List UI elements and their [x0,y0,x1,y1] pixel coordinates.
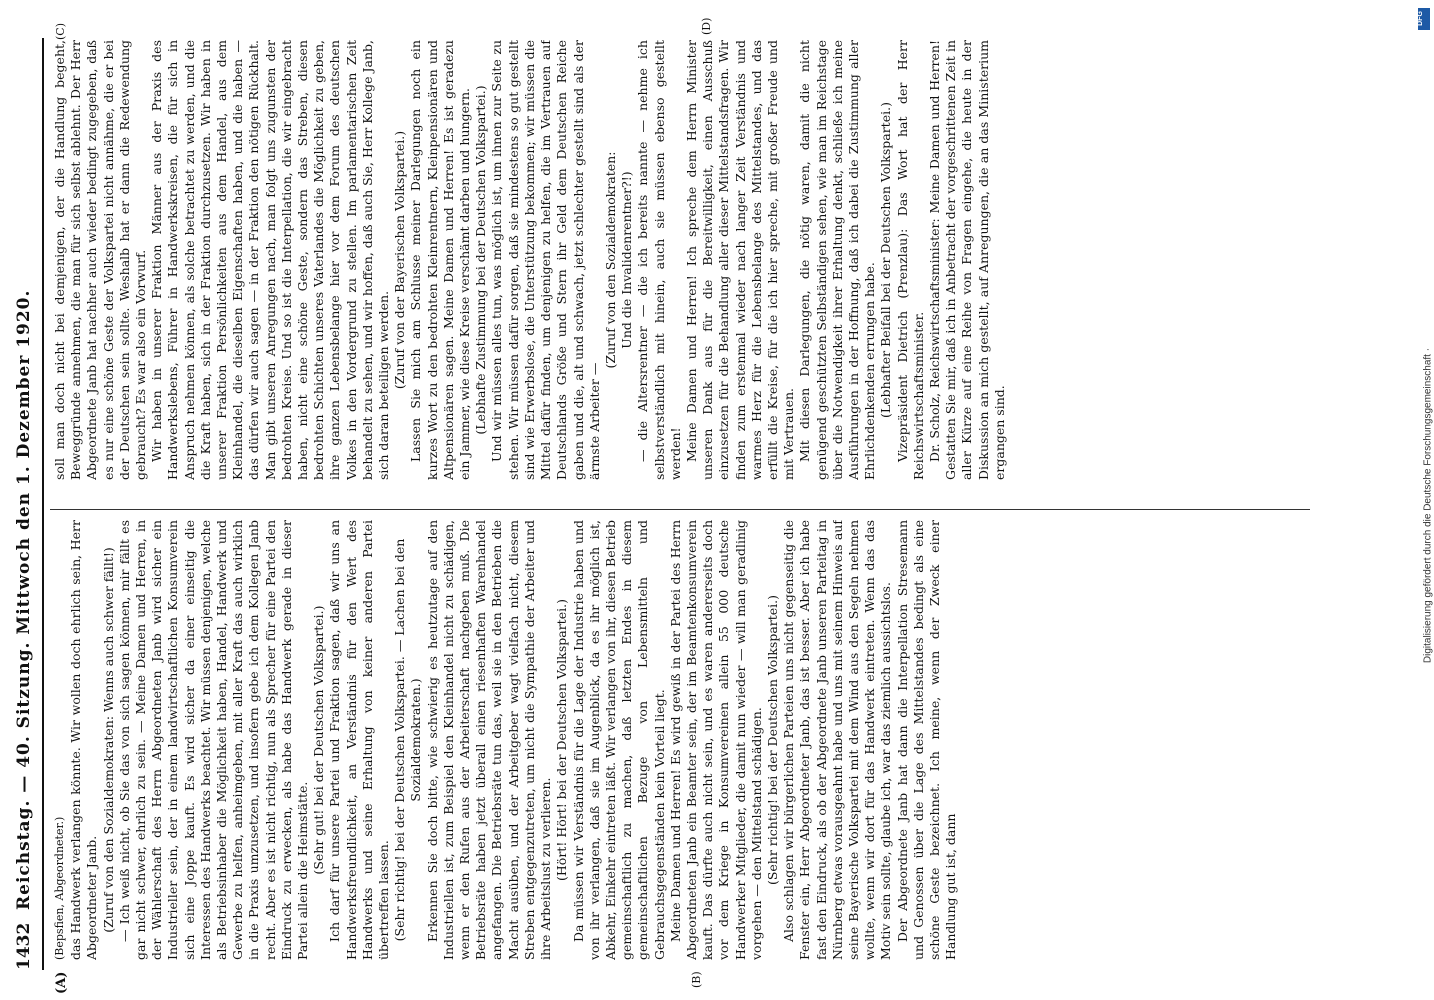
right-column [52,40,1312,480]
paragraph: Vizepräsident Dietrich (Prenzlau): Das Wort hat der Herr Reichswirtschaftsminister. [894,40,926,480]
page-number: 1432 [14,922,34,970]
paragraph: Da müssen wir Verständnis für die Lage der Industrie haben und von ihr verlangen, daß sie im Augenblick, da es ihr möglich ist, Abkehr, Einkehr eintreten läßt. Wir verlangen von ihr, diesen Betrieb gemeinschaftlich zu machen, daß letzten Endes in diesem gemeinschaftlichen Bezuge von Lebensmitteln und Gebrauchsgegenständen kein Vorteil liegt. [570,520,667,960]
paragraph: — Ich weiß nicht, ob Sie das von sich sagen können, mir fällt es gar nicht schwer, ehrlich zu sein. — Meine Damen und Herren, in der Wählerschaft des Herrn Abgeordneten Janb wird sicher ein Industrieller sein, der in einem landwirtschaftlichen Konsumverein sich eine Joppe kauft. Es wird sicher da einer einseitig die Interessen des Handwerks beachtet. Wir müssen denjenigen, welche als Betriebsinhaber die Möglichkeit haben, Handel, Handwerk und Gewerbe zu helfen, anheimgeben, mit aller Kraft das auch wirklich in die Praxis umzusetzen, und insofern gebe ich dem Kollegen Janb recht. Aber es ist nicht richtig, nun als Sprecher für eine Partei den Eindruck zu erwecken, als habe das Handwerk gerade in dieser Partei allein die Heimstätte. [116,520,311,960]
digitization-credit [1416,10,1434,990]
margin-marker-b: (B) [690,971,703,988]
paragraph: Dr. Scholz, Reichswirtschaftsminister: Meine Damen und Herren! Gestatten Sie mir, daß ich in Anbetracht der vorgeschrittenen Zeit in aller Kürze auf eine Reihe von Fragen eingehe, die heute in der Diskussion an mich gestellt, auf Anregungen, die an das Ministerium ergangen sind. [926,40,1007,480]
speaker-label: (Bepsfien, Abgeordneter.) [53,816,66,960]
margin-marker-a: (A) [54,971,69,994]
paragraph: Wir haben in unserer Fraktion Männer aus der Praxis des Handwerkslebens, Führer in Handwerkskreisen, die für sich in Anspruch nehmen können, als solche betrachtet zu werden, und die die Kraft haben, sich in der Fraktion durchzusetzen. Wir haben in unserer Fraktion Persönlichkeiten aus dem Handel, aus dem Kleinhandel, die dieselben Eigenschaften haben, und die haben — das dürfen wir auch sagen — in der Fraktion den nötigen Rückhalt. Man gibt unseren Anregungen nach, man folgt uns zugunsten der bedrohten Kreise. Und so ist die Interpellation, die wir eingebracht haben, nicht eine schöne Geste, sondern das Streben, diesen bedrohten Schichten unseres Vaterlandes die Möglichkeit zu geben, ihre ganzen Lebensbelange hier vor dem Forum des deutschen Volkes in den Vordergrund zu stellen. Im parlamentarischen Zeit behandelt zu sehen, und wir hoffen, daß auch Sie, Herr Kollege Janb, sich daran beteiligen werden. [149,40,392,480]
paragraph: Mit diesen Darlegungen, die nötig waren, damit die nicht genügend geschützten Selbständigen sehen, wie man im Reichstage über die Notwendigkeit ihrer Erhaltung denkt, schließe ich meine Ausführungen in der Hoffnung, daß ich dabei die Zustimmung aller Ehrlichdenkenden errungen habe. [797,40,878,480]
page-title: Reichstag. — 40. Sitzung. Mittwoch den 1. Dezember 1920. [14,289,34,910]
paragraph: Und wir müssen alles tun, was möglich ist, um ihnen zur Seite zu stehen. Wir müssen dafür sorgen, daß sie mindestens so gut gestellt sind wie Erwerbslose, die Unterstützung bekommen; wir müssen die Mittel dafür finden, um denjenigen zu helfen, die im Vertrauen auf Deutschlands Größe und Stern ihr Geld dem Deutschen Reiche gaben und die, alt und schwach, jetzt schlechter gestellt sind als der ärmste Arbeiter — [489,40,602,480]
page-header [10,40,40,970]
interjection: (Zuruf von den Sozialdemokraten: [602,151,618,369]
paragraph: Meine Damen und Herren! Ich spreche dem Herrn Minister unseren Dank aus für die Bereitwilligkeit, einen Ausschuß einzusetzen für die Behandlung aller dieser Mittelstandsfragen. Wir finden zum erstenmal wieder nach langer Zeit Verständnis und warmes Herz für die Lebensbelange des Mittelstandes, und das erfüllt die Kreise, für die ich hier spreche, mit großer Freude und mit Vertrauen. [683,40,797,480]
paragraph: das Handwerk verlangen könnte. Wir wollen doch ehrlich sein, Herr Abgeordneter Janb. [68,520,100,960]
interjection: Und die Invalidenrentner?!) [619,171,635,349]
column-divider [50,509,1310,510]
paragraph: Meine Damen und Herren! Es wird gewiß in der Partei des Herrn Abgeordneten Janb ein Beamter sein, der im Beamtenkonsumverein kauft. Das dürfte auch nicht sein, und es waren andererseits doch vor dem Kriege in Konsumvereinen allein 55 000 deutsche Handwerker Mitglieder, die damit nun wieder — will man geradlinig vorgehen — den Mittelstand schädigen. [667,520,764,960]
interjection: (Sehr richtig! bei der Deutschen Volkspartei.) [764,594,780,886]
paragraph: Der Abgeordnete Janb hat dann die Interpellation Stresemann und Genossen über die Lage des Mittelstandes bedingt als eine schöne Geste bezeichnet. Ich meine, wenn der Zweck einer Handlung gut ist, dann [894,520,959,960]
left-column [52,520,1312,960]
interjection: (Lebhafte Zustimmung bei der Deutschen Volkspartei.) [473,85,489,435]
interjection: (Zuruf von der Bayerischen Volkspartei.) [392,130,408,390]
interjection: (Sehr richtig! bei der Deutschen Volkspartei. — Lachen bei den Sozialdemokraten.) [392,538,424,942]
digitization-credit-text: Digitalisierung gefördert durch die Deutsche Forschungsgemeinschaft · [1422,347,1434,664]
paragraph: — die Altersrentner — die ich bereits nannte — nehme ich selbstverständlich mit hinein, auch sie müssen ebenso gestellt werden! [635,40,683,480]
interjection: (Lebhafter Beifall bei der Deutschen Volkspartei.) [878,102,894,418]
header-rule [42,38,44,970]
margin-marker-c: (C) [54,23,67,40]
paragraph: Lassen Sie mich am Schlusse meiner Darlegungen noch ein kurzes Wort zu den bedrohten Kleinrentnern, Kleinpensionären und Altpensionären sagen. Meine Damen und Herren! Es ist geradezu ein Jammer, wie diese Kreise verschämt darben und hungern. [408,40,473,480]
paragraph: soll man doch nicht bei demjenigen, der die Handlung begeht, Beweggründe annehmen, die man für sich selbst ablehnt. Der Herr Abgeordnete Janb hat nachher auch wieder bedingt zugegeben, daß es nur eine schöne Geste der Volkspartei nicht annähme, die er bei der Deutschen sein sollte. Weshalb hat er dann die Redewendung gebraucht? Es war also ein Vorwurf. [52,40,149,480]
dfg-logo-text: DFG [1416,11,1424,26]
interjection: (Sehr gut! bei der Deutschen Volkspartei.) [311,605,327,875]
interjection: (Zuruf von den Sozialdemokraten: Wenns auch schwer fällt!) [100,547,116,933]
paragraph: Ich darf für unsere Partei und Fraktion sagen, daß wir uns an Handwerksfreundlichkeit, an Verständnis für den Wert des Handwerks und seine Erhaltung von keiner anderen Partei übertreffen lassen. [327,520,392,960]
margin-marker-d: (D) [700,17,713,35]
paragraph: Also schlagen wir bürgerlichen Parteien uns nicht gegenseitig die Fenster ein, Herr Abgeordneter Janb, das ist besser. Aber ich habe fast den Eindruck, als ob der Abgeordnete Janb unseren Parteitag in Nürnberg etwas vorausgeahnt habe und uns mit seinem Hinweis auf seine Bayerische Volkspartei mit dem Wind aus den Segeln nehmen wollte, wenn wir dort für das Handwerk eintreten. Wenn das das Motiv sein sollte, glaube ich, war das ziemlich aussichtslos. [781,520,894,960]
interjection: (Hört! Hört! bei der Deutschen Volkspartei.) [554,599,570,881]
paragraph: Erkennen Sie doch bitte, wie schwierig es heutzutage auf den Industriellen ist, zum Beispiel den Kleinhandel nicht zu schädigen, wenn er den Rufen aus der Arbeiterschaft nachgeben muß. Die Betriebsräte haben jetzt überall einen riesenhaften Warenhandel angefangen. Die Betriebsräte tun das, weil sie in den Betrieben die Macht ausüben, und der Arbeitgeber wagt vielfach nicht, diesem Streben entgegenzutreten, um nicht die Sympathie der Arbeiter und ihre Arbeitslust zu verlieren. [424,520,554,960]
